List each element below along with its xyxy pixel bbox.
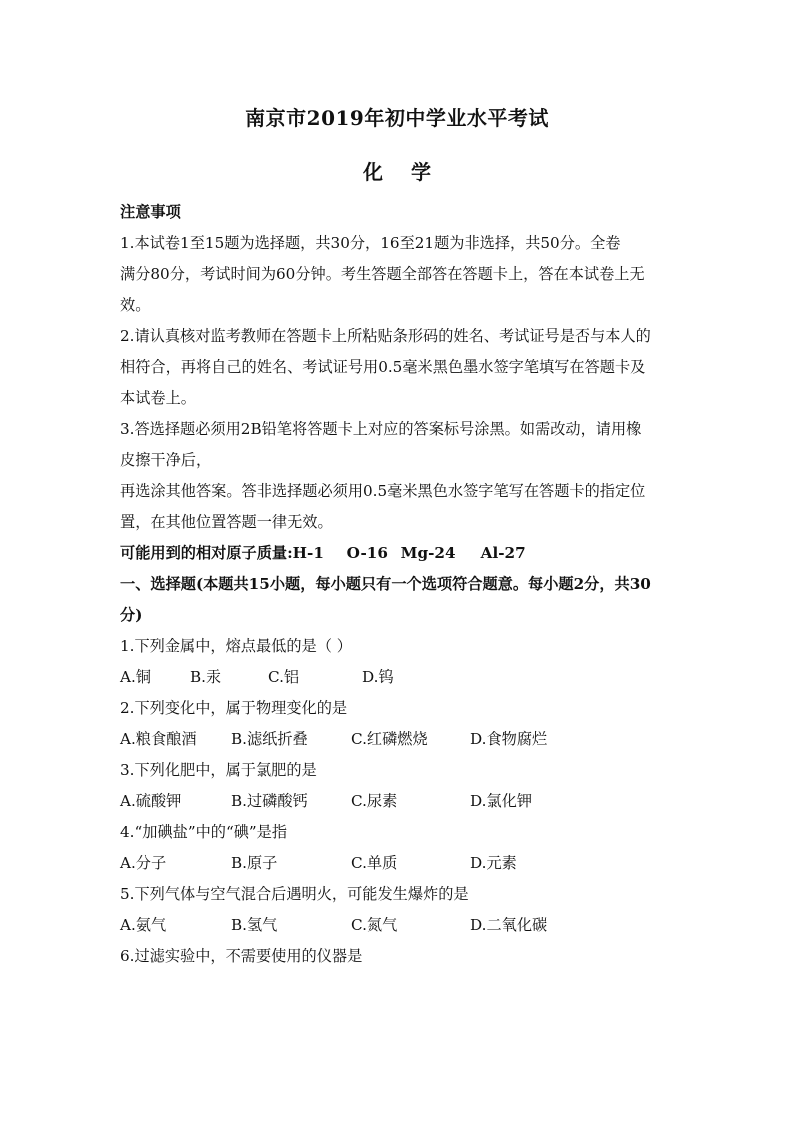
notice-line: 再选涂其他答案。答非选择题必须用0.5毫米黑色水签字笔写在答题卡的指定位 bbox=[120, 482, 646, 500]
atomic-mass-line bbox=[120, 538, 680, 569]
option: A.硫酸钾 bbox=[120, 792, 182, 810]
option: C.氮气 bbox=[351, 916, 398, 934]
notice-line: 3.答选择题必须用2B铅笔将答题卡上对应的答案标号涂黑。如需改动，请用橡 bbox=[120, 420, 642, 438]
option: D.元素 bbox=[470, 854, 517, 872]
notice-line: 本试卷上。 bbox=[120, 389, 196, 407]
atomic-mass-item: Al-27 bbox=[480, 544, 526, 562]
option: D.二氧化碳 bbox=[470, 916, 548, 934]
subject-char: 学 bbox=[411, 160, 431, 184]
question-stem: 5.下列气体与空气混合后遇明火，可能发生爆炸的是 bbox=[120, 885, 469, 903]
subject-char: 化 bbox=[363, 160, 383, 184]
option: C.红磷燃烧 bbox=[351, 730, 428, 748]
option: B.过磷酸钙 bbox=[231, 792, 308, 810]
atomic-mass-item: Mg-24 bbox=[400, 544, 456, 562]
section-heading: 一、选择题(本题共15小题，每小题只有一个选项符合题意。每小题2分，共30 bbox=[120, 575, 651, 593]
option: C.铝 bbox=[268, 668, 300, 686]
question-options bbox=[120, 786, 680, 817]
option: C.尿素 bbox=[351, 792, 398, 810]
question-stem: 3.下列化肥中，属于氯肥的是 bbox=[120, 761, 317, 779]
notice-line: 1.本试卷1至15题为选择题，共30分，16至21题为非选择，共50分。全卷 bbox=[120, 234, 621, 252]
section-heading-cont: 分) bbox=[120, 606, 143, 624]
option: B.滤纸折叠 bbox=[231, 730, 308, 748]
question-options bbox=[120, 910, 680, 941]
option: A.粮食酿酒 bbox=[120, 730, 197, 748]
option: B.汞 bbox=[190, 668, 222, 686]
question-stem: 6.过滤实验中，不需要使用的仪器是 bbox=[120, 947, 363, 965]
option: C.单质 bbox=[351, 854, 398, 872]
question-options bbox=[120, 848, 680, 879]
question-stem: 4.“加碘盐”中的“碘”是指 bbox=[120, 823, 288, 841]
exam-content bbox=[120, 197, 680, 972]
option: D.钨 bbox=[362, 668, 394, 686]
option: A.分子 bbox=[120, 854, 167, 872]
notice-line: 皮擦干净后， bbox=[120, 451, 212, 469]
notice-line: 2.请认真核对监考教师在答题卡上所粘贴条形码的姓名、考试证号是否与本人的 bbox=[120, 327, 651, 345]
exam-title: 南京市2019年初中学业水平考试 bbox=[245, 106, 549, 130]
notice-line: 置，在其他位置答题一律无效。 bbox=[120, 513, 333, 531]
option: A.铜 bbox=[120, 668, 151, 686]
atomic-mass-item: O-16 bbox=[346, 544, 388, 562]
atomic-mass-label: 可能用到的相对原子质量: bbox=[120, 544, 293, 562]
option: B.原子 bbox=[231, 854, 278, 872]
question-stem: 1.下列金属中，熔点最低的是（ ） bbox=[120, 637, 352, 655]
option: A.氨气 bbox=[120, 916, 167, 934]
option: B.氢气 bbox=[231, 916, 278, 934]
notice-line: 相符合，再将自己的姓名、考试证号用0.5毫米黑色墨水签字笔填写在答题卡及 bbox=[120, 358, 646, 376]
notice-line: 满分80分，考试时间为60分钟。考生答题全部答在答题卡上，答在本试卷上无 bbox=[120, 265, 645, 283]
option: D.食物腐烂 bbox=[470, 730, 548, 748]
subject-title bbox=[0, 157, 794, 187]
notice-heading: 注意事项 bbox=[120, 203, 181, 221]
question-options bbox=[120, 724, 680, 755]
question-stem: 2.下列变化中，属于物理变化的是 bbox=[120, 699, 348, 717]
atomic-mass-item: H-1 bbox=[292, 544, 324, 562]
question-options bbox=[120, 662, 680, 693]
notice-line: 效。 bbox=[120, 296, 151, 314]
option: D.氯化钾 bbox=[470, 792, 533, 810]
